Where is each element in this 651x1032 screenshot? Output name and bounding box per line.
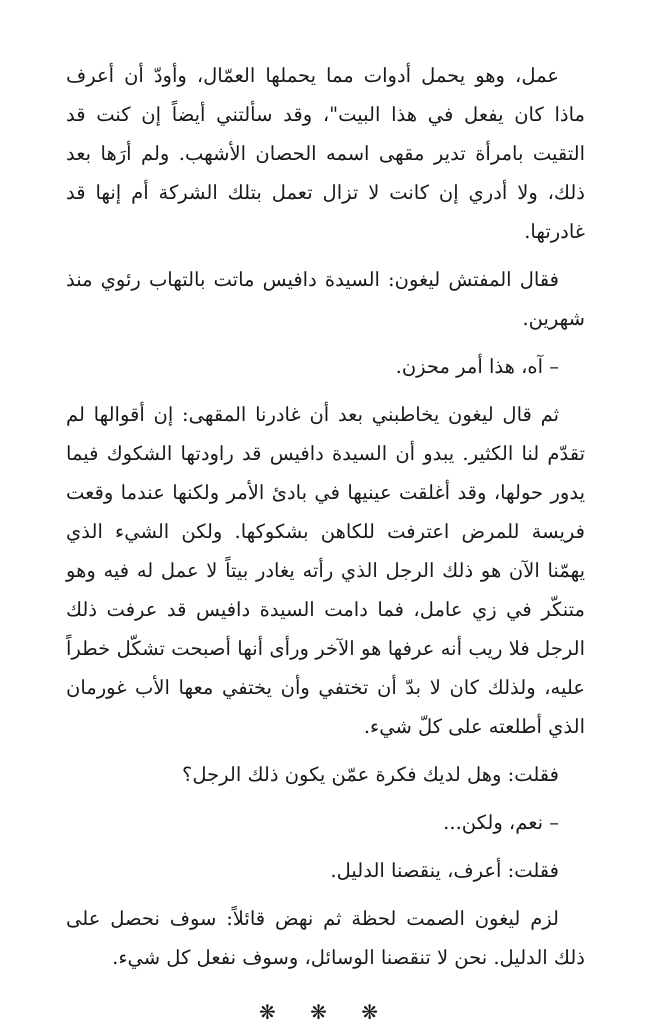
section-separator: ❋ ❋ ❋ — [259, 1000, 392, 1024]
paragraph-5: فقلت: وهل لديك فكرة عمّن يكون ذلك الرجل؟ — [181, 763, 559, 786]
paragraph-2: فقال المفتش ليغون: السيدة دافيس ماتت بالتهاب رئوي منذ شهرين. — [66, 268, 585, 330]
paragraph-4: ثم قال ليغون يخاطبني بعد أن غادرنا المقهى: إن أقوالها لم تقدّم لنا الكثير. يبدو أن السيدة دافيس قد راودتها الشكوك فيما يدور حولها، وقد أغلقت عينيها في بادئ الأمر ولكنها عندما وقعت فريسة للمرض اعترفت للكاهن بشكوكها. ولكن الشيء الذي يهمّنا الآن هو ذلك الرجل الذي رأته يغادر بيتاً لا عمل له فيه وهو متنكّر في زي عامل، فما دامت السيدة دافيس قد عرفت ذلك الرجل فلا ريب أنه عرفها هو الآخر ورأى أنها أصبحت تشكّل خطراً عليه، ولذلك كان لا بدّ أن تختفي وأن يختفي معها الأب غورمان الذي أطلعته على كلّ شيء. — [66, 403, 585, 738]
paragraph-1: عمل، وهو يحمل أدوات مما يحملها العمّال، وأودّ أن أعرف ماذا كان يفعل في هذا البيت"، وقد سألتني أيضاً إن كنت قد التقيت بامرأة تدير مقهى اسمه الحصان الأشهب. ولم أرَها بعد ذلك، ولا أدري إن كانت لا تزال تعمل بتلك الشركة أم إنها قد غادرتها. — [66, 64, 585, 243]
paragraph-8: لزم ليغون الصمت لحظة ثم نهض قائلاً: سوف نحصل على ذلك الدليل. نحن لا تنقصنا الوسائل، وسوف نفعل كل شيء. — [66, 907, 585, 969]
book-page — [66, 56, 585, 1032]
paragraph-7: فقلت: أعرف، ينقصنا الدليل. — [330, 859, 559, 882]
paragraph-3: – آه، هذا أمر محزن. — [395, 355, 559, 378]
paragraph-6: – نعم، ولكن... — [443, 811, 559, 834]
